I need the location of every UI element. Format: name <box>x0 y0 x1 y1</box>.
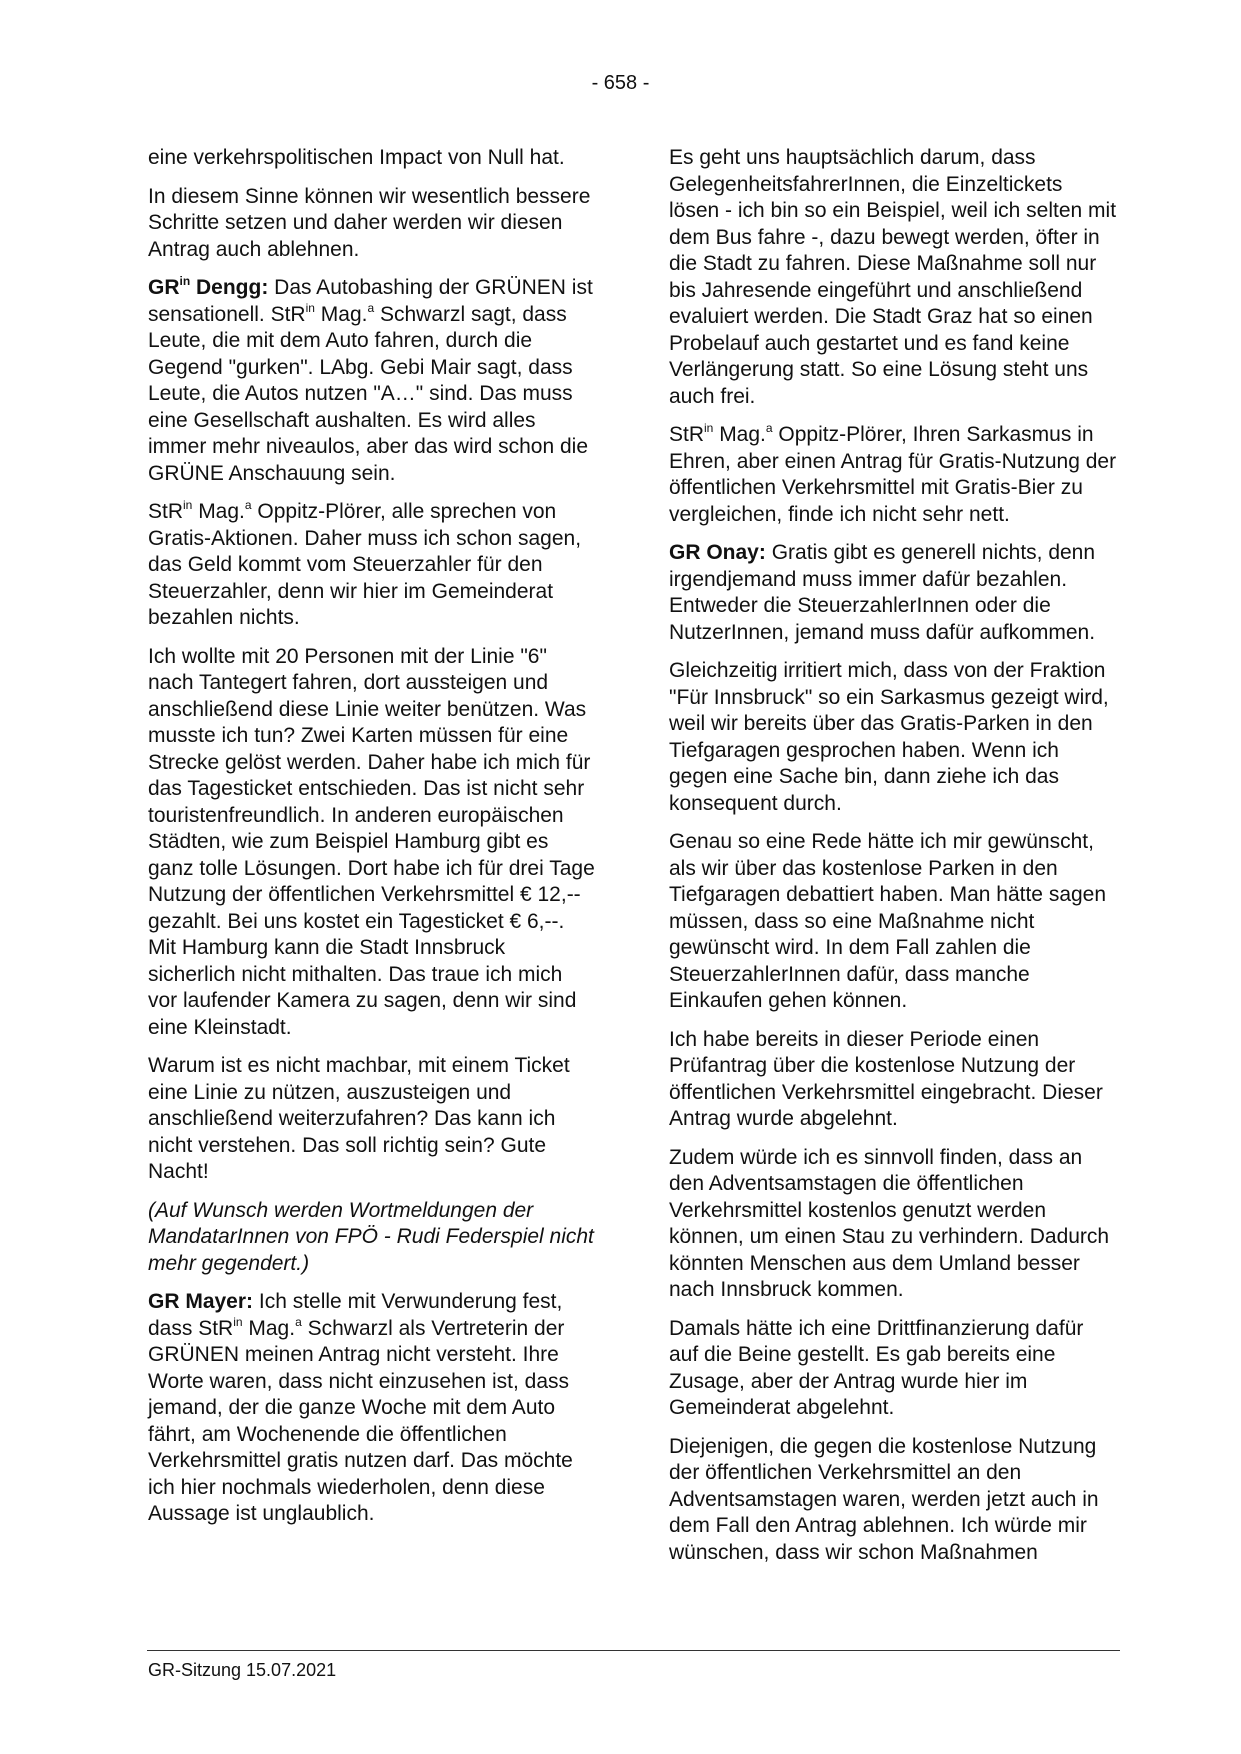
footer-divider <box>147 1650 1120 1651</box>
right-paragraph-2: StR$^{in}$ Mag.$^a$ Oppitz-Plörer, Ihren Sarkasmus in Ehren, aber einen Antrag für Gratis-Nutzung der öffentlichen Verkehrsmittel mit Gratis-Bier zu vergleichen, finde ich nicht sehr nett. <box>669 421 1117 526</box>
left-paragraph-3: $GR^{in}$ Dengg: Das Autobashing der GRÜNEN ist sensationell. StR$^{in}$ Mag.$^a$ Schwarzl sagt, dass Leute, die mit dem Auto fahren, durch die Gegend "gurken". LAbg. Gebi Mair sagt, dass Leute, die Autos nutzen "A…" sind. Das muss eine Gesellschaft aushalten. Es wird alles immer mehr niveaulos, aber das wird schon die GRÜNE Anschauung sein. <box>148 274 593 485</box>
left-paragraph-6: Warum ist es nicht machbar, mit einem Ticket eine Linie zu nützen, auszusteigen und anschließend weiterzufahren? Das kann ich nicht verstehen. Das soll richtig sein? Gute Nacht! <box>148 1054 570 1183</box>
left-paragraph-5: Ich wollte mit 20 Personen mit der Linie "6" nach Tantegert fahren, dort aussteigen und anschließend diese Linie weiter benützen. Was musste ich tun? Zwei Karten müssen für eine Strecke gelöst werden. Daher habe ich mich für das Tagesticket entschieden. Das ist nicht sehr touristenfreundlich. In anderen europäischen Städten, wie zum Beispiel Hamburg gibt es ganz tolle Lösungen. Dort habe ich für drei Tage Nutzung der öffentlichen Verkehrsmittel € 12,-- gezahlt. Bei uns kostet ein Tagesticket € 6,--. Mit Hamburg kann die Stadt Innsbruck sicherlich nicht mithalten. Das traue ich mich vor laufender Kamera zu sagen, denn wir sind eine Kleinstadt. <box>148 644 595 1039</box>
right-paragraph-4: Gleichzeitig irritiert mich, dass von der Fraktion "Für Innsbruck" so ein Sarkasmus gezeigt wird, weil wir bereits über das Gratis-Parken in den Tiefgaragen gesprochen haben. Wenn ich gegen eine Sache bin, dann ziehe ich das konsequent durch. <box>669 659 1109 815</box>
left-paragraph-4: StR$^{in}$ Mag.$^a$ Oppitz-Plörer, alle sprechen von Gratis-Aktionen. Daher muss ich schon sagen, das Geld kommt vom Steuerzahler für den Steuerzahler, denn wir hier im Gemeinderat bezahlen nichts. <box>148 498 582 629</box>
left-column <box>148 145 596 1540</box>
page-number: - 658 - <box>591 72 650 94</box>
right-paragraph-8: Damals hätte ich eine Drittfinanzierung dafür auf die Beine gestellt. Es gab bereits eine Zusage, aber der Antrag wurde hier im Gemeinderat abgelehnt. <box>669 1316 1084 1419</box>
right-paragraph-9: Diejenigen, die gegen die kostenlose Nutzung der öffentlichen Verkehrsmittel an den Adventsamstagen waren, werden jetzt auch in dem Fall den Antrag ablehnen. Ich würde mir wünschen, dass wir schon Maßnahmen <box>669 1434 1099 1564</box>
left-paragraph-8: GR Mayer: Ich stelle mit Verwunderung fest, dass StR$^{in}$ Mag.$^a$ Schwarzl als Vertreterin der GRÜNEN meinen Antrag nicht versteht. Ihre Worte waren, dass nicht einzusehen ist, dass jemand, der die ganze Woche mit dem Auto fährt, am Wochenende die öffentlichen Verkehrsmittel gratis nutzen darf. Das möchte ich hier nochmals wiederholen, denn diese Aussage ist unglaublich. <box>148 1290 573 1525</box>
right-paragraph-3: GR Onay: Gratis gibt es generell nichts, denn irgendjemand muss immer dafür bezahlen. Entweder die SteuerzahlerInnen oder die NutzerInnen, jemand muss dafür aufkommen. <box>669 541 1096 644</box>
right-paragraph-5: Genau so eine Rede hätte ich mir gewünscht, als wir über das kostenlose Parken in den Tiefgaragen debattiert haben. Man hätte sagen müssen, dass so eine Maßnahme nicht gewünscht wird. In dem Fall zahlen die SteuerzahlerInnen dafür, dass manche Einkaufen gehen können. <box>669 830 1107 1012</box>
left-paragraph-7-note: (Auf Wunsch werden Wortmeldungen der MandatarInnen von FPÖ - Rudi Federspiel nicht mehr gegendert.) <box>148 1198 594 1275</box>
speaker-dengg: $GR^{in}$ Dengg: <box>148 274 269 299</box>
speaker-mayer: GR Mayer: <box>148 1290 254 1313</box>
footer-session-date: GR-Sitzung 15.07.2021 <box>148 1660 337 1680</box>
right-paragraph-7: Zudem würde ich es sinnvoll finden, dass an den Adventsamstagen die öffentlichen Verkehrsmittel kostenlos genutzt werden können, um einen Stau zu verhindern. Dadurch könnten Menschen aus dem Umland besser nach Innsbruck kommen. <box>669 1145 1110 1301</box>
right-column <box>669 145 1117 1578</box>
left-paragraph-1: eine verkehrspolitischen Impact von Null hat. <box>148 146 565 169</box>
right-paragraph-6: Ich habe bereits in dieser Periode einen Prüfantrag über die kostenlose Nutzung der öffentlichen Verkehrsmittel eingebracht. Dieser Antrag wurde abgelehnt. <box>669 1027 1103 1130</box>
right-paragraph-1: Es geht uns hauptsächlich darum, dass GelegenheitsfahrerInnen, die Einzeltickets lösen - ich bin so ein Beispiel, weil ich selten mit dem Bus fahre -, dazu bewegt werden, öfter in die Stadt zu fahren. Diese Maßnahme soll nur bis Jahresende eingeführt und anschließend evaluiert werden. Die Stadt Graz hat so einen Probelauf auch gestartet und es fand keine Verlängerung statt. So eine Lösung steht uns auch frei. <box>669 146 1117 408</box>
left-paragraph-2: In diesem Sinne können wir wesentlich bessere Schritte setzen und daher werden wir diesen Antrag auch ablehnen. <box>148 184 591 261</box>
speaker-onay: GR Onay: <box>669 541 766 564</box>
